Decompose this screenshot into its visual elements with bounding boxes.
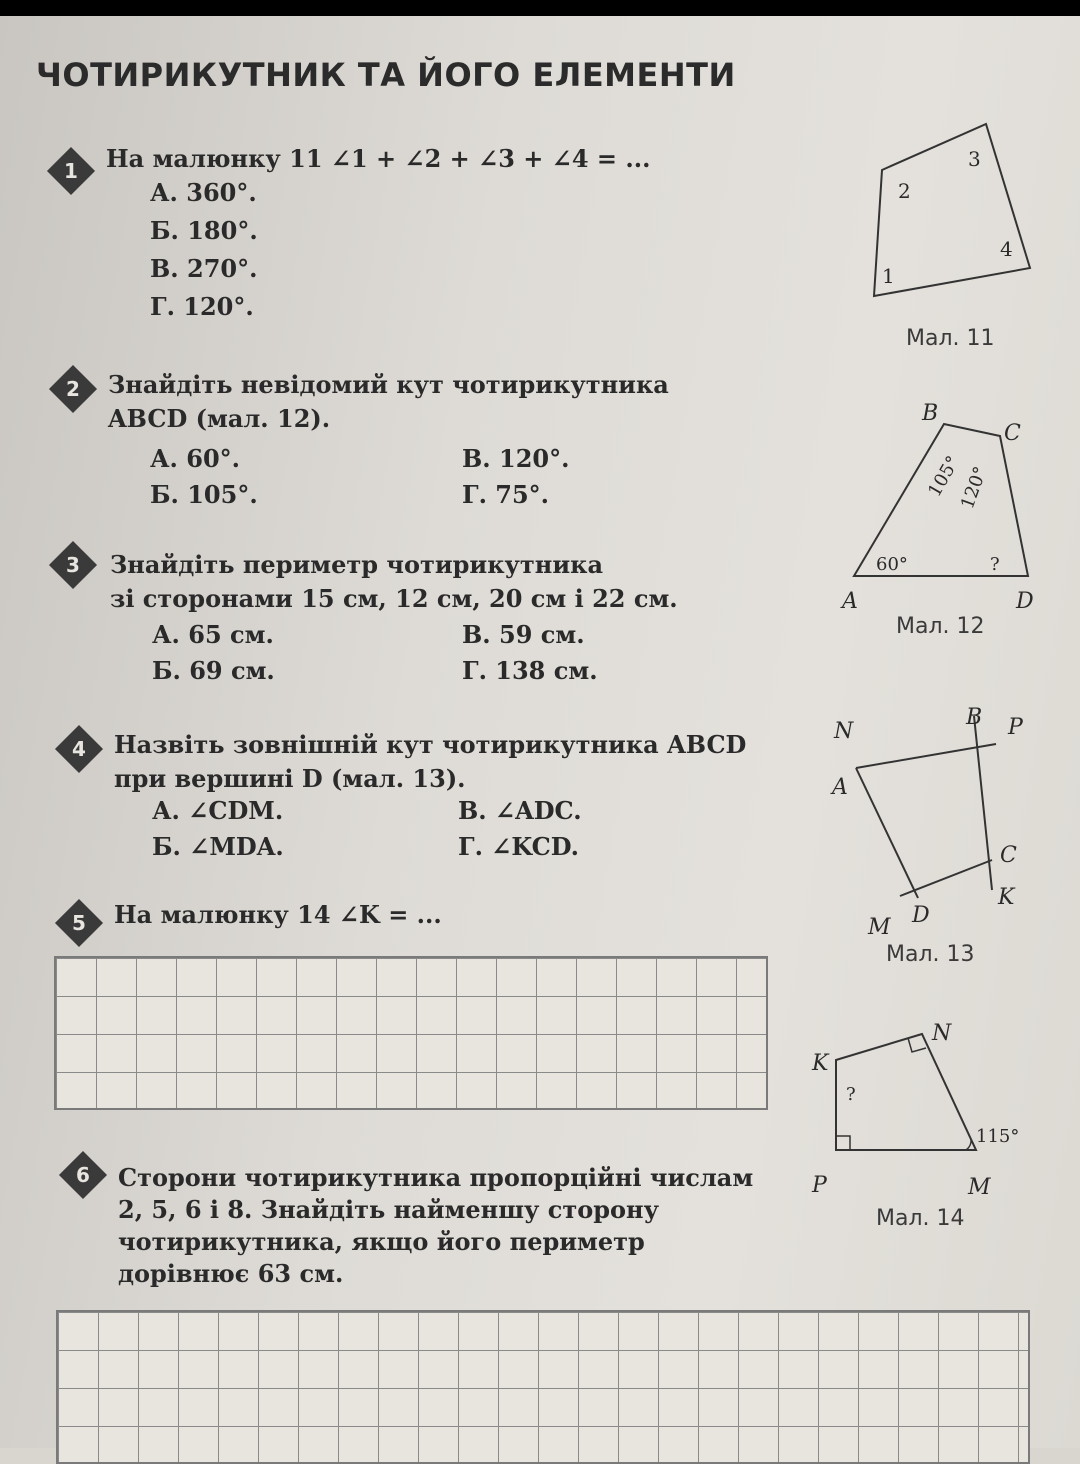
fig11-angle-4: 4 xyxy=(1000,237,1013,261)
q1-option-d[interactable]: Г. 120°. xyxy=(150,292,254,321)
figure-12 xyxy=(830,386,1050,616)
fig14-right-angle-p xyxy=(836,1136,850,1150)
fig14-quadrilateral xyxy=(836,1034,976,1150)
question-1-text: На малюнку 11 ∠1 + ∠2 + ∠3 + ∠4 = ... xyxy=(106,144,651,173)
question-6-text: Сторони чотирикутника пропорційні числам 2, 5, 6 і 8. Знайдіть найменшу сторону чотирикутника, якщо його периметр дорівнює 63 см. xyxy=(118,1163,754,1288)
fig14-angle-m: 115° xyxy=(976,1126,1020,1147)
q2-option-c[interactable]: В. 120°. xyxy=(462,444,570,473)
question-3-badge: 3 xyxy=(49,541,97,589)
question-2-badge: 2 xyxy=(49,365,97,413)
fig14-arc-m xyxy=(966,1139,971,1150)
fig12-angle-c: 120° xyxy=(956,463,992,512)
top-black-bar xyxy=(0,0,1080,16)
fig14-vertex-m: M xyxy=(968,1175,991,1200)
fig13-side-ad-extended xyxy=(856,768,918,898)
fig12-angle-b: 105° xyxy=(924,452,965,501)
fig11-angle-3: 3 xyxy=(968,147,981,171)
fig13-vertex-b: B xyxy=(966,705,983,730)
figure-11 xyxy=(860,116,1050,316)
fig11-caption: Мал. 11 xyxy=(906,326,995,351)
fig12-angle-a: 60° xyxy=(876,554,908,575)
q4-option-c[interactable]: В. ∠ADC. xyxy=(458,796,582,825)
q1-option-a[interactable]: А. 360°. xyxy=(150,178,257,207)
fig14-vertex-n: N xyxy=(932,1021,952,1046)
fig13-point-k: K xyxy=(998,885,1015,910)
fig13-vertex-d: D xyxy=(912,903,930,928)
fig11-angle-1: 1 xyxy=(882,264,895,288)
fig14-caption: Мал. 14 xyxy=(876,1206,965,1231)
fig11-angle-2: 2 xyxy=(898,179,911,203)
fig13-caption: Мал. 13 xyxy=(886,942,975,967)
q3-option-c[interactable]: В. 59 см. xyxy=(462,620,585,649)
question-4-text: Назвіть зовнішній кут чотирикутника ABCD при вершині D (мал. 13). xyxy=(114,730,747,793)
answer-grid-q5[interactable] xyxy=(54,956,768,1110)
question-2-text: Знайдіть невідомий кут чотирикутника ABCD (мал. 12). xyxy=(108,370,669,433)
question-1-badge: 1 xyxy=(47,147,95,195)
fig12-angle-d: ? xyxy=(990,554,1000,575)
fig12-vertex-d: D xyxy=(1016,589,1034,614)
q2-option-a[interactable]: А. 60°. xyxy=(150,444,241,473)
fig13-point-m: M xyxy=(868,915,891,940)
q3-option-a[interactable]: А. 65 см. xyxy=(152,620,274,649)
fig14-right-angle-n xyxy=(908,1038,926,1052)
fig12-vertex-b: B xyxy=(922,401,939,426)
fig14-vertex-p: P xyxy=(812,1173,827,1198)
question-4-badge: 4 xyxy=(55,725,103,773)
fig14-vertex-k: K xyxy=(812,1051,829,1076)
fig12-vertex-c: C xyxy=(1004,421,1021,446)
fig13-point-p: P xyxy=(1008,715,1023,740)
answer-grid-q6[interactable] xyxy=(56,1310,1030,1464)
fig13-point-n: N xyxy=(834,719,854,744)
q4-option-b[interactable]: Б. ∠MDA. xyxy=(152,832,284,861)
fig13-vertex-a: A xyxy=(832,775,848,800)
q4-option-a[interactable]: А. ∠CDM. xyxy=(152,796,284,825)
fig11-quadrilateral xyxy=(874,124,1030,296)
q2-option-d[interactable]: Г. 75°. xyxy=(462,480,550,509)
q4-option-d[interactable]: Г. ∠KCD. xyxy=(458,832,580,861)
fig13-side-ab-extended xyxy=(856,744,996,768)
fig12-vertex-a: A xyxy=(842,589,858,614)
fig14-angle-k: ? xyxy=(846,1084,856,1105)
q3-option-b[interactable]: Б. 69 см. xyxy=(152,656,275,685)
q1-option-b[interactable]: Б. 180°. xyxy=(150,216,258,245)
q2-option-b[interactable]: Б. 105°. xyxy=(150,480,258,509)
fig13-vertex-c: C xyxy=(1000,843,1017,868)
question-5-badge: 5 xyxy=(55,899,103,947)
figure-13 xyxy=(820,682,1060,940)
q3-option-d[interactable]: Г. 138 см. xyxy=(462,656,598,685)
page-title: ЧОТИРИКУТНИК ТА ЙОГО ЕЛЕМЕНТИ xyxy=(36,56,736,94)
question-3-text: Знайдіть периметр чотирикутника зі сторонами 15 см, 12 см, 20 см і 22 см. xyxy=(110,550,678,613)
question-5-text: На малюнку 14 ∠K = ... xyxy=(114,900,442,929)
figure-14 xyxy=(800,1006,1060,1200)
worksheet-page xyxy=(0,16,1080,1448)
fig13-side-dc-extended xyxy=(900,860,992,896)
question-6-badge: 6 xyxy=(59,1151,107,1199)
fig12-caption: Мал. 12 xyxy=(896,614,985,639)
q1-option-c[interactable]: В. 270°. xyxy=(150,254,258,283)
